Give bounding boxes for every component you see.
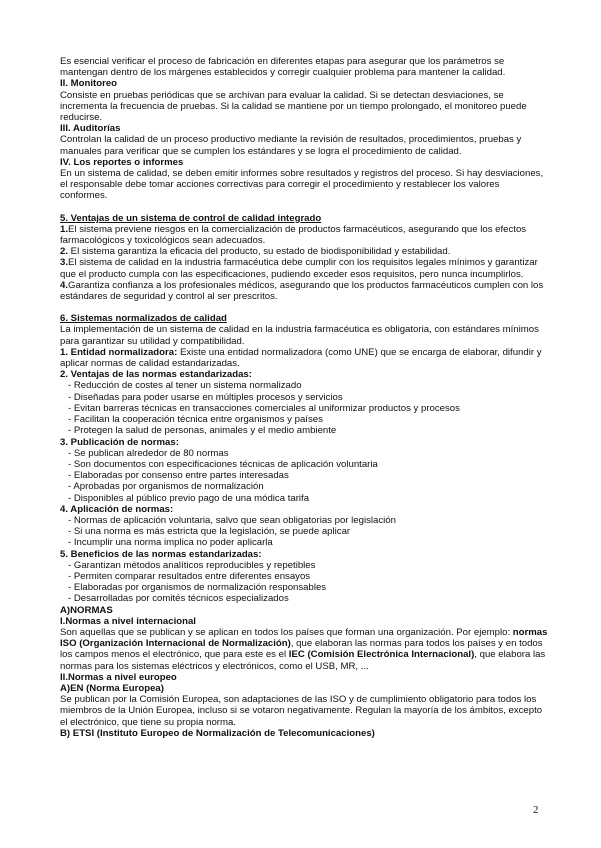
- intro-paragraph: Es esencial verificar el proceso de fabricación en diferentes etapas para asegurar que los parámetros se mantengan dentro de los márgenes establecidos y corregir cualquier problema para mantener la calidad.: [60, 56, 506, 79]
- list-item: - Incumplir una norma implica no poder aplicarla: [68, 537, 273, 549]
- item-number: 1.: [60, 223, 69, 235]
- page-number: 2: [533, 804, 539, 816]
- list-item: - Elaboradas por organismos de normalización responsables: [68, 582, 327, 594]
- ventajas-heading: 2. Ventajas de las normas estandarizadas:: [60, 369, 252, 381]
- list-item: - Permiten comparar resultados entre diferentes ensayos: [68, 570, 311, 582]
- auditorias-text: Controlan la calidad de un proceso productivo mediante la revisión de resultados, procedimientos, pruebas y manuales para verificar que se cumplen los estándares y se logra el procedimiento de calidad.: [60, 134, 522, 157]
- list-item: - Disponibles al público previo pago de una módica tarifa: [68, 492, 310, 504]
- iso-bold: normas ISO (Organización Internacional de Normalización): [60, 626, 548, 650]
- internacional-heading: I.Normas a nivel internacional: [60, 615, 196, 627]
- iec-bold: IEC (Comisión Electrónica Internacional): [288, 649, 475, 661]
- list-item: - Se publican alrededor de 80 normas: [68, 447, 229, 459]
- en-heading: A)EN (Norma Europea): [60, 682, 164, 694]
- entidad-label: 1. Entidad normalizadora:: [60, 346, 178, 358]
- list-item: - Son documentos con especificaciones técnicas de aplicación voluntaria: [68, 458, 378, 470]
- document-page: [60, 56, 548, 739]
- section5-item: [60, 246, 548, 257]
- list-item: - Desarrolladas por comités técnicos especializados: [68, 593, 289, 605]
- internacional-text: [60, 627, 548, 672]
- list-item: - Elaboradas por consenso entre partes interesadas: [68, 470, 289, 482]
- text-run: , que elaboran las normas para todos los países y en todos los campos menos el electrónico, que para este es el: [60, 638, 543, 661]
- list-item: - Si una norma es más estricta que la legislación, se puede aplicar: [68, 526, 351, 538]
- reportes-text: En un sistema de calidad, se deben emitir informes sobre resultados y registros del proceso. Si hay desviaciones, el responsable debe tomar acciones correctivas para corregir el procedimiento y restablecer los valores conformes.: [60, 168, 544, 202]
- monitoreo-text: Consiste en pruebas periódicas que se archivan para evaluar la calidad. Si se detectan desviaciones, se incrementa la frecuencia de pruebas. Si la calidad se mantiene por un tiempo prolongado, el monitoreo puede reducirse.: [60, 89, 527, 124]
- europeo-heading: II.Normas a nivel europeo: [60, 671, 177, 683]
- item-text: El sistema garantiza la eficacia del producto, su estado de biodisponibilidad y estabilidad.: [68, 246, 451, 258]
- aplicacion-heading: 4. Aplicación de normas:: [60, 503, 174, 515]
- list-item: - Protegen la salud de personas, animales y el medio ambiente: [68, 425, 337, 437]
- item-number: 2.: [60, 246, 69, 258]
- section6-title: 6. Sistemas normalizados de calidad: [60, 313, 227, 325]
- list-item: - Garantizan métodos analíticos reproducibles y repetibles: [68, 559, 316, 571]
- list-item: - Diseñadas para poder usarse en múltiples procesos y servicios: [68, 391, 343, 403]
- auditorias-heading: III. Auditorías: [60, 123, 121, 135]
- item-text: El sistema de calidad en la industria farmacéutica debe cumplir con los requisitos legales mínimos y garantizar que el producto cumpla con las especificaciones, pudiendo exceder esos requisitos, pero nunca incumplirlos.: [60, 257, 538, 280]
- entidad-paragraph: [60, 347, 548, 369]
- list-item: - Aprobadas por organismos de normalización: [68, 481, 264, 493]
- publicacion-heading: 3. Publicación de normas:: [60, 436, 179, 448]
- list-item: - Evitan barreras técnicas en transacciones comerciales al uniformizar productos y procesos: [68, 402, 460, 414]
- monitoreo-heading: II. Monitoreo: [60, 78, 118, 90]
- section5-item: [60, 224, 548, 246]
- en-text: Se publican por la Comisión Europea, son adaptaciones de las ISO y de cumplimiento obligatorio para todos los miembros de la Unión Europea, incluso si se votaron negativamente. Regulan la mayoría de los ámbitos, excepto el electrónico, que tiene su propia norma.: [60, 694, 543, 728]
- normas-heading: A)NORMAS: [60, 604, 113, 616]
- list-item: - Facilitan la cooperación técnica entre organismos y países: [68, 414, 323, 426]
- reportes-heading: IV. Los reportes o informes: [60, 156, 184, 168]
- text-run: , que elabora las normas para los sistemas eléctricos y electrónicos, como el USB, MR, ...: [60, 649, 546, 672]
- item-number: 3.: [60, 257, 69, 269]
- item-text: El sistema previene riesgos en la comercialización de productos farmacéuticos, asegurando que los efectos farmacológicos y toxicológicos sean adecuados.: [60, 223, 527, 247]
- section5-item: [60, 280, 548, 302]
- item-number: 4.: [60, 279, 69, 291]
- entidad-text: Existe una entidad normalizadora (como UNE) que se encarga de elaborar, difundir y aplicar normas de calidad estandarizadas.: [60, 346, 542, 370]
- item-text: Garantiza confianza a los profesionales médicos, asegurando que los productos farmacéuticos cumplen con los estándares de seguridad y control al ser prescritos.: [60, 279, 544, 303]
- etsi-heading: B) ETSI (Instituto Europeo de Normalización de Telecomunicaciones): [60, 727, 375, 739]
- text-run: Son aquellas que se publican y se aplican en todos los países que forman una organización. Por ejemplo:: [60, 626, 513, 638]
- section5-title: 5. Ventajas de un sistema de control de calidad integrado: [60, 212, 322, 224]
- section5-item: [60, 257, 548, 279]
- section6-intro: La implementación de un sistema de calidad en la industria farmacéutica es obligatoria, con estándares mínimos para garantizar su utilidad y compatibilidad.: [60, 324, 539, 347]
- list-item: - Reducción de costes al tener un sistema normalizado: [68, 380, 302, 392]
- list-item: - Normas de aplicación voluntaria, salvo que sean obligatorias por legislación: [68, 514, 396, 526]
- beneficios-heading: 5. Beneficios de las normas estandarizadas:: [60, 548, 262, 560]
